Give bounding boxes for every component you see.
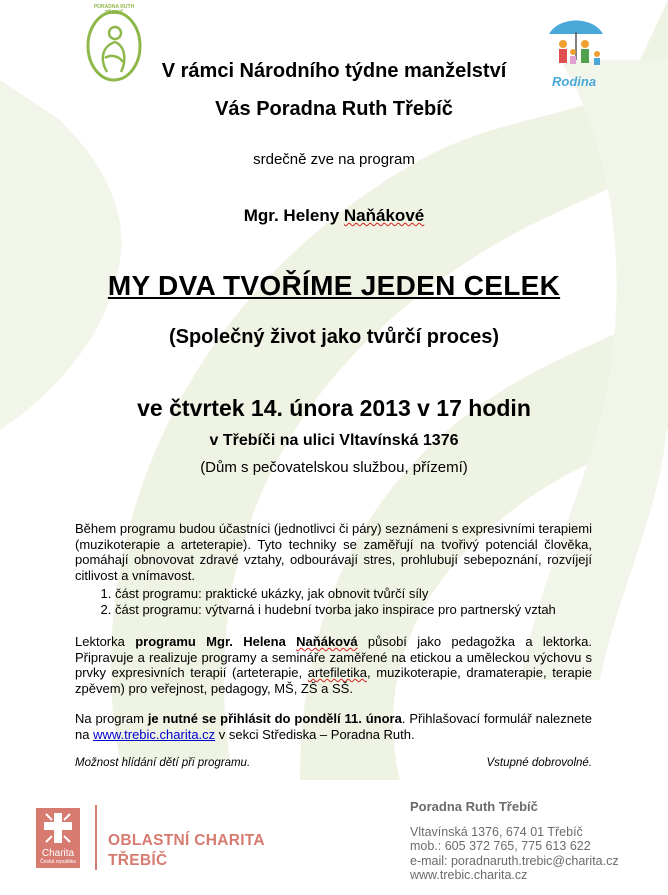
contact-address: Vltavínská 1376, 674 01 Třebíč	[410, 824, 583, 839]
description-paragraph-1: Během programu budou účastníci (jednotlivci či páry) seznámeni s expresivními terapiemi (muzikoterapie a arteterapie). Tyto techniky se zaměřují na tvořivý potenciál člověka, pomáhají obnovovat zdravé vztahy, odbourávají stres, prohlubují sebepoznání, rozvíjejí citlivost a vnímavost.	[75, 521, 592, 583]
program-parts-list	[75, 586, 592, 618]
event-title: MY DVA TVOŘÍME JEDEN CELEK	[107, 270, 561, 301]
event-place-note: (Dům s pečovatelskou službou, přízemí)	[200, 459, 468, 476]
header-line-1: V rámci Národního týdne manželství	[161, 60, 507, 82]
charita-cross-icon	[36, 808, 80, 848]
speaker-name	[0, 206, 668, 226]
charita-logo	[36, 808, 80, 868]
event-subtitle: (Společný život jako tvůrčí proces)	[168, 326, 500, 348]
charita-logo-sub: Česká republika	[40, 859, 76, 865]
contact-email[interactable]: e-mail: poradnaruth.trebic@charita.cz	[410, 853, 619, 868]
contact-block	[410, 800, 619, 883]
admission-note: Vstupné dobrovolné.	[486, 757, 592, 769]
p3-deadline: je nutné se přihlásit do pondělí 11. února	[147, 711, 402, 726]
contact-phone: mob.: 605 372 765, 775 613 622	[410, 839, 591, 853]
event-location: v Třebíči na ulici Vltavínská 1376	[209, 432, 459, 449]
p2-bold-a: programu Mgr. Helena	[135, 634, 297, 649]
contact-title: Poradna Ruth Třebíč	[410, 799, 538, 814]
program-part-2: 2. část programu: výtvarná i hudební tvorba jako inspirace pro partnerský vztah	[115, 602, 592, 618]
p3-lead: Na program	[75, 711, 148, 726]
charita-org-line-2: TŘEBÍČ	[108, 852, 168, 869]
footer-divider	[95, 805, 97, 870]
p2-body: působí jako pedagožka a lektorka. Připravuje a realizuje programy a semináře zaměřené na etickou a uměleckou výchovu s prvky expresivních terapií (arteterapie,	[75, 634, 592, 680]
childcare-note: Možnost hlídání dětí při programu.	[75, 757, 251, 769]
speaker-surname: Naňákové	[343, 206, 425, 225]
p3-body: . Přihlašovací formulář naleznete na	[75, 711, 593, 742]
website-link[interactable]: www.trebic.charita.cz	[93, 726, 216, 742]
contact-web[interactable]: www.trebic.charita.cz	[410, 868, 528, 882]
header-line-2: Vás Poradna Ruth Třebíč	[215, 98, 453, 120]
invite-text: srdečně zve na program	[253, 151, 415, 168]
event-datetime: ve čtvrtek 14. února 2013 v 17 hodin	[137, 395, 531, 421]
p2-tail: , muzikoterapie, dramaterapie, terapie zpěvem) pro veřejnost, pedagogy, MŠ, ZŠ a SŠ.	[75, 665, 592, 696]
description-paragraph-3	[75, 711, 592, 742]
p2-artefiletika: artefiletika	[307, 665, 368, 680]
poradna-ruth-logo-text: PORADNA RUTH TŘEBÍČ	[93, 4, 135, 16]
p2-lead: Lektorka	[75, 634, 136, 649]
p2-bold-surname: Naňáková	[296, 634, 358, 649]
charita-org-line-1: OBLASTNÍ CHARITA	[108, 832, 265, 849]
speaker-prefix: Mgr. Heleny	[243, 206, 344, 225]
description-paragraph-2	[75, 634, 592, 696]
p3-tail: v sekci Střediska – Poradna Ruth.	[215, 726, 415, 742]
rodina-logo-text: Rodina	[552, 74, 597, 89]
charita-logo-label: Charita	[41, 848, 75, 859]
program-part-1: 1. část programu: praktické ukázky, jak obnovit tvůrčí síly	[115, 586, 592, 602]
